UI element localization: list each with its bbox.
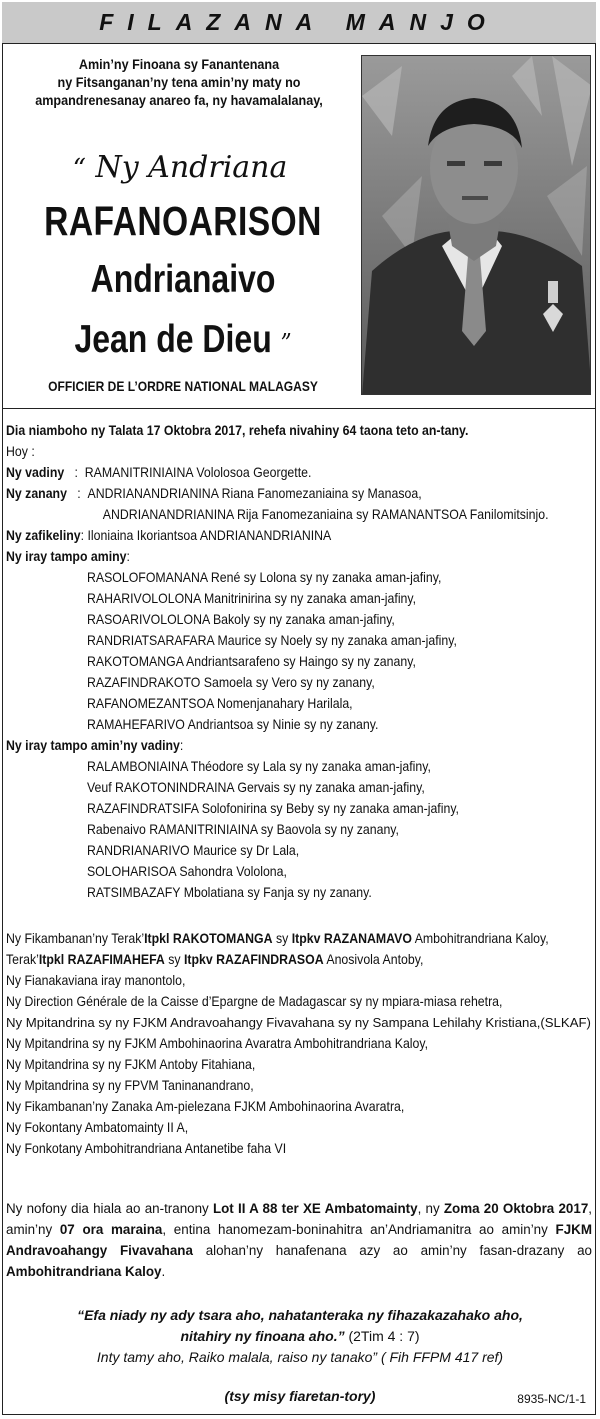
honorific (10, 150, 350, 185)
funeral-paragraph (6, 1198, 592, 1282)
association-name: Itpkl RAKOTOMANGA (144, 930, 273, 946)
spouse-line (6, 462, 522, 483)
deceased-surname: RAFANOARISON (44, 198, 322, 244)
reference-code: 8935-NC/1-1 (517, 1392, 586, 1406)
verse-line-1: “Efa niady ny ady tsara aho, nahatanteraka ny fihazakazahako aho, (77, 1307, 523, 1323)
spouse-sibling-item: Veuf RAKOTONINDRAINA Gervais sy ny zanaka aman-jafiny, (86, 779, 425, 795)
honorific-text: Ny Andriana (95, 150, 288, 185)
associations-section (6, 928, 592, 1159)
verse-line-2 (10, 1326, 590, 1347)
siblings-label: Ny iray tampo aminy (6, 548, 127, 564)
hoy-label: Hoy : (6, 443, 35, 459)
association-item: Ny Fonkotany Ambohitrandriana Antanetibe faha VI (6, 1140, 287, 1156)
association-text: Anosivola Antoby, (323, 951, 424, 967)
funeral-plain: , entina hanomezam-boninahitra an’Andriamanitra ao amin’ny (162, 1222, 556, 1237)
sibling-item: RASOARIVOLOLONA Bakoly sy ny zanaka aman-jafiny, (86, 611, 395, 627)
open-quote: “ (72, 154, 86, 184)
deceased-given-name-2 (40, 318, 327, 366)
funeral-plain: , amin’ny (6, 1201, 592, 1237)
association-name: Itpkv RAZAFINDRASOA (183, 951, 324, 967)
bible-verse (10, 1305, 590, 1368)
children-label: Ny zanany (6, 485, 67, 501)
sibling-item: RAFANOMEZANTSOA Nomenjanahary Harilala, (86, 695, 353, 711)
intro-line: Amin’ny Finoana sy Fanantenana (78, 56, 280, 72)
sibling-item: RAHARIVOLOLONA Manitrinirina sy ny zanaka aman-jafiny, (86, 590, 417, 606)
association-text: Ny Fikambanan’ny Terak’ (6, 930, 145, 946)
siblings-colon: : (126, 548, 130, 564)
siblings-heading (6, 546, 522, 567)
spouse-sibling-item: RATSIMBAZAFY Mbolatiana sy Fanja sy ny zanany. (86, 884, 372, 900)
sibling-item: RANDRIATSARAFARA Maurice sy Noely sy ny zanaka aman-jafiny, (86, 632, 457, 648)
association-name: Itpkl RAZAFIMAHEFA (38, 951, 165, 967)
spouse-siblings-label: Ny iray tampo amin’ny vadiny (6, 737, 180, 753)
given-name-2-text: Jean de Dieu (74, 318, 272, 361)
spouse-sibling-item: SOLOHARISOA Sahondra Vololona, (86, 863, 287, 879)
close-quote: ” (280, 329, 292, 359)
footer-note: (tsy misy fiaretan-tory) (224, 1388, 376, 1404)
spouse-sibling-item: RAZAFINDRATSIFA Solofonirina sy Beby sy ny zanaka aman-jafiny, (86, 800, 459, 816)
association-item: Ny Mpitandrina sy ny FJKM Ambohinaorina Avaratra Ambohitrandriana Kaloy, (6, 1035, 429, 1051)
grandchild-line (6, 525, 522, 546)
association-item: Ny Fokontany Ambatomainty II A, (6, 1119, 189, 1135)
association-text: Terak’ (6, 951, 39, 967)
deceased-rank: OFFICIER DE L’ORDRE NATIONAL MALAGASY (48, 378, 318, 394)
children-line (6, 483, 522, 504)
sibling-item: RAKOTOMANGA Andriantsarafeno sy Haingo sy ny zanany, (86, 653, 416, 669)
portrait-photo (361, 55, 591, 395)
association-item: Ny Mpitandrina sy ny FJKM Antoby Fitahiana, (6, 1056, 256, 1072)
spouse-sibling-item: RANDRIANARIVO Maurice sy Dr Lala, (86, 842, 300, 858)
association-item: Ny Fianakaviana iray manontolo, (6, 972, 186, 988)
association-name: Itpkv RAZANAMAVO (291, 930, 412, 946)
spouse-label: Ny vadiny (6, 464, 65, 480)
funeral-plain: . (161, 1264, 166, 1279)
spouse-sibling-item: Rabenaivo RAMANITRINIAINA sy Baovola sy ny zanany, (86, 821, 399, 837)
spouse-value: RAMANITRINIAINA Vololosoa Georgette. (84, 464, 312, 480)
intro-text (27, 55, 331, 109)
children-line-2: ANDRIANANDRIANINA Rija Fanomezaniaina sy RAMANANTSOA Fanilomitsinjo. (102, 506, 549, 522)
verse-line-3: Inty tamy aho, Raiko malala, raiso ny tanako” ( Fih FFPM 417 ref) (96, 1349, 504, 1365)
association-line-2 (6, 949, 522, 970)
association-item: Ny Direction Générale de la Caisse d’Epargne de Madagascar sy ny mpiara-miasa rehetra, (6, 993, 503, 1009)
association-item: Ny Fikambanan’ny Zanaka Am-pielezana FJKM Ambohinaorina Avaratra, (6, 1098, 405, 1114)
children-value-1: ANDRIANANDRIANINA Riana Fanomezaniaina sy Manasoa, (87, 485, 422, 501)
banner-title: FILAZANA MANJO (99, 9, 499, 35)
sibling-item: RAMAHEFARIVO Andriantsoa sy Ninie sy ny zanany. (86, 716, 379, 732)
funeral-date: Zoma 20 Oktobra 2017 (443, 1201, 589, 1216)
sibling-item: RAZAFINDRAKOTO Samoela sy Vero sy ny zanany, (86, 674, 375, 690)
funeral-plain: , ny (417, 1201, 444, 1216)
verse-reference: (2Tim 4 : 7) (344, 1328, 420, 1344)
intro-line: ny Fitsanganan’ny tena amin’ny maty no (57, 74, 301, 90)
funeral-text (6, 1198, 592, 1282)
grandchild-label: Ny zafikeliny (6, 527, 81, 543)
portrait-image (362, 56, 591, 395)
section-divider (2, 408, 596, 409)
grandchild-value: : Iloniaina Ikoriantsoa ANDRIANANDRIANINA (80, 527, 332, 543)
death-announcement: Dia niamboho ny Talata 17 Oktobra 2017, rehefa nivahiny 64 taona teto an-tany. (6, 422, 469, 438)
verse-text: nitahiry ny finoana aho.” (180, 1328, 345, 1344)
sibling-item: RASOLOFOMANANA René sy Lolona sy ny zanaka aman-jafiny, (86, 569, 442, 585)
spouse-sep: : (74, 464, 78, 480)
association-item: Ny Mpitandrina sy ny FJKM Andravoahangy Fivavahana sy ny Sampana Lehilahy Kristiana,(SLKAF) (6, 1015, 591, 1030)
spouse-siblings-heading (6, 735, 522, 756)
banner (2, 2, 596, 44)
funeral-plain: alohan’ny hanafenana azy ao amin’ny fasan-drazany ao (192, 1243, 593, 1258)
association-line-1 (6, 928, 549, 949)
funeral-plain: Ny nofony dia hiala ao an-tranony (6, 1201, 213, 1216)
family-section (6, 420, 592, 903)
spouse-siblings-colon: : (179, 737, 184, 753)
association-text: sy (272, 930, 292, 946)
funeral-time: 07 ora maraina (59, 1222, 163, 1237)
children-sep: : (77, 485, 81, 501)
intro-line: ampandrenesanay anareo fa, ny havamalalanay, (35, 92, 323, 108)
association-item: Ny Mpitandrina sy ny FPVM Taninanandrano, (6, 1077, 254, 1093)
funeral-burial-place: Ambohitrandriana Kaloy (6, 1264, 162, 1279)
association-text: sy (164, 951, 184, 967)
association-text: Ambohitrandriana Kaloy, (411, 930, 549, 946)
funeral-address: Lot II A 88 ter XE Ambatomainty (212, 1201, 418, 1216)
spouse-sibling-item: RALAMBONIAINA Théodore sy Lala sy ny zanaka aman-jafiny, (86, 758, 431, 774)
funeral-church: FJKM Andravoahangy Fivavahana (6, 1222, 592, 1258)
deceased-given-name-1: Andrianaivo (90, 258, 276, 301)
